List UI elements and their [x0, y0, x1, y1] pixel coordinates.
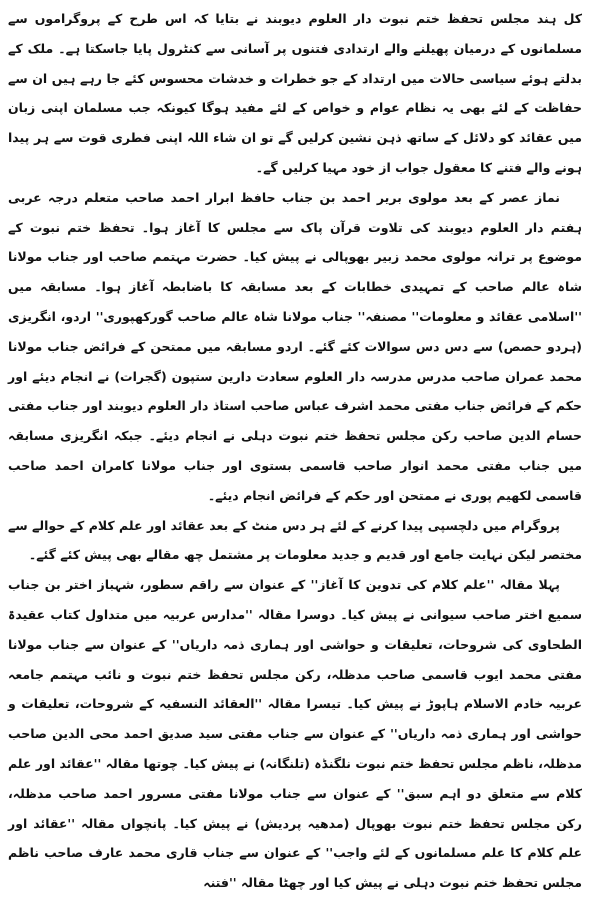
article-paragraph: پروگرام میں دلچسپی پیدا کرنے کے لئے ہر دس منٹ کے بعد عقائد اور علم کلام کے حوالے سے مختصر لیکن نہایت جامع اور قدیم و جدید معلومات پر مشتمل چھ مقالے بھی پیش کئے گئے۔	[8, 517, 582, 563]
article-body	[8, 4, 582, 916]
article-paragraph: پہلا مقالہ ''علم کلام کی تدوین کا آغاز'' کے عنوان سے راقم سطور، شہباز اختر بن جناب سمیع اختر صاحب سیوانی نے پیش کیا۔ دوسرا مقالہ ''مدارس عربیہ میں متداول کتاب عقیدۃ الطحاوی کی شروحات، تعلیقات و حواشی اور ہماری ذمہ داریاں'' کے عنوان سے جناب مولانا مفتی محمد ایوب قاسمی صاحب مدظلہ، رکن مجلس تحفظ ختم نبوت و نائب مہتمم جامعہ عربیہ خادم الاسلام ہاپوڑ نے پیش کیا۔ تیسرا مقالہ ''العقائد النسفیہ کے شروحات، تعلیقات و حواشی اور ہماری ذمہ داریاں'' کے عنوان سے جناب مفتی سید صدیق احمد محی الدین صاحب مدظلہ، ناظم مجلس تحفظ ختم نبوت نلگنڈہ (تلنگانہ) نے پیش کیا۔ چوتھا مقالہ ''عقائد اور علم کلام سے متعلق دو اہم سبق'' کے عنوان سے جناب مولانا مفتی مسرور احمد صاحب مدظلہ، رکن مجلس تحفظ ختم نبوت بھوپال (مدھیہ پردیش) نے پیش کیا۔ پانچواں مقالہ ''عقائد اور علم کلام کا علم مسلمانوں کے لئے واجب'' کے عنوان سے جناب قاری محمد عارف صاحب ناظم مجلس تحفظ ختم نبوت دہلی نے پیش کیا اور چھٹا مقالہ ''فتنہ	[8, 577, 582, 891]
article-paragraph: نماز عصر کے بعد مولوی بریر احمد بن جناب حافظ ابرار احمد صاحب متعلم درجہ عربی ہفتم دار العلوم دیوبند کی تلاوت قرآن پاک سے مجلس کا آغاز ہوا۔ تحفظ ختم نبوت کے موضوع پر ترانہ مولوی محمد زبیر بھوپالی نے پیش کیا۔ حضرت مہتمم صاحب اور جناب مولانا شاہ عالم صاحب کے تمہیدی خطابات کے بعد مسابقہ کا باضابطہ آغاز ہوا۔ مسابقہ میں ''اسلامی عقائد و معلومات'' مصنفہ'' جناب مولانا شاہ عالم صاحب گورکھپوری'' اردو، انگریزی (ہردو حصص) سے دس دس سوالات کئے گئے۔ اردو مسابقہ میں ممتحن کے فرائض جناب مولانا محمد عمران صاحب مدرس مدرسہ دار العلوم سعادت دارین ستپون (گجرات) نے انجام دیئے اور حکم کے فرائض جناب مفتی محمد اشرف عباس صاحب استاذ دار العلوم دیوبند اور جناب مفتی حسام الدین صاحب رکن مجلس تحفظ ختم نبوت دہلی نے انجام دیئے۔ جبکہ انگریزی مسابقہ میں جناب مفتی محمد انوار صاحب قاسمی بستوی اور جناب مولانا کامران احمد صاحب قاسمی لکھیم پوری نے ممتحن اور حکم کے فرائض انجام دیئے۔	[8, 189, 582, 503]
article-paragraph: کل ہند مجلس تحفظ ختم نبوت دار العلوم دیوبند نے بتایا کہ اس طرح کے پروگراموں سے مسلمانوں کے درمیان پھیلنے والے ارتدادی فتنوں پر آسانی سے کنٹرول پایا جاسکتا ہے۔ ملک کے بدلتے ہوئے سیاسی حالات میں ارتداد کے جو خطرات و خدشات محسوس کئے جا رہے ہیں ان سے حفاظت کے لئے بھی یہ نظام عوام و خواص کے لئے مفید ہوگا کیونکہ جب مسلمان اپنی زبان میں عقائد کو دلائل کے ساتھ ذہن نشین کرلیں گے تو ان شاء اللہ اپنی فطری قوت سے ہر پیدا ہونے والے فتنے کا معقول جواب از خود مہیا کرلیں گے۔	[8, 11, 582, 175]
